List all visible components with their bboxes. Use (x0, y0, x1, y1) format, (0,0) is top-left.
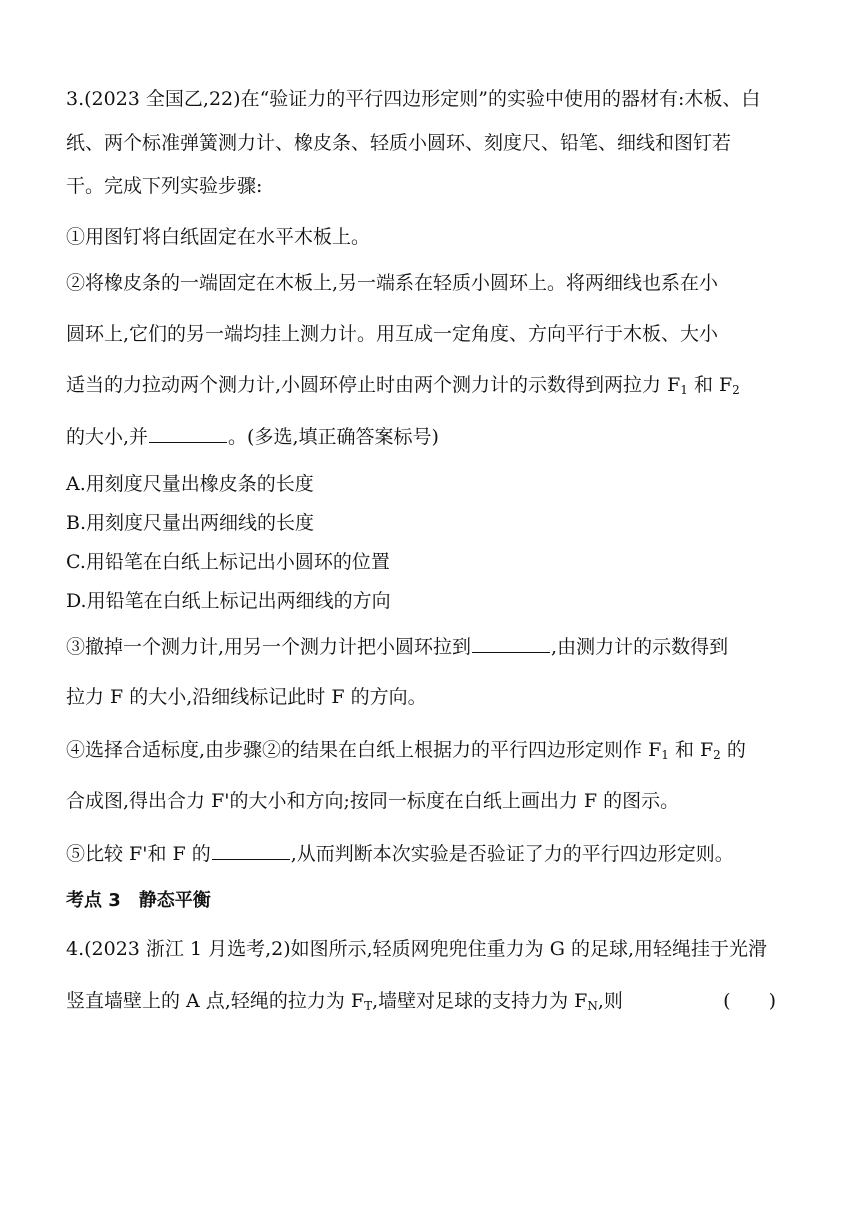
subscript: 1 (680, 383, 688, 397)
answer-parentheses[interactable]: ( ) (723, 990, 776, 1012)
q3-step-4-text-2: 和 F (668, 739, 714, 761)
subscript: 1 (661, 748, 669, 762)
q3-step-5-text: ⑤比较 F'和 F 的 (66, 843, 211, 865)
q3-step-2-line-2: 圆环上,它们的另一端均挂上测力计。用互成一定角度、方向平行于木板、大小 (66, 323, 719, 345)
q3-option-c: C.用铅笔在白纸上标记出小圆环的位置 (66, 551, 390, 573)
q3-stem-line-2: 纸、两个标准弹簧测力计、橡皮条、轻质小圆环、刻度尺、铅笔、细线和图钉若 (66, 132, 732, 154)
q4-line-1: 4.(2023 浙江 1 月选考,2)如图所示,轻质网兜兜住重力为 G 的足球,用轻绳挂于光滑 (66, 938, 767, 960)
answer-blank[interactable] (472, 634, 550, 653)
q3-stem-line-1: 3.(2023 全国乙,22)在“验证力的平行四边形定则”的实验中使用的器材有:木板、白 (66, 88, 761, 110)
q3-step-5 (66, 841, 734, 866)
subscript: 2 (713, 748, 721, 762)
q3-step-2-line-4-text: 的大小,并 (66, 426, 149, 448)
q3-step-2-line-4-text-2: 。(多选,填正确答案标号) (228, 426, 439, 448)
q3-step-4-line-2: 合成图,得出合力 F'的大小和方向;按同一标度在白纸上画出力 F 的图示。 (66, 790, 680, 812)
q3-step-3-text: ③撤掉一个测力计,用另一个测力计把小圆环拉到 (66, 636, 472, 658)
subscript: T (364, 999, 373, 1013)
answer-blank[interactable] (149, 424, 227, 443)
q3-step-4-text: ④选择合适标度,由步骤②的结果在白纸上根据力的平行四边形定则作 F (66, 739, 662, 761)
q3-step-3-line-1 (66, 634, 728, 659)
q3-step-4-line-1 (66, 738, 746, 762)
subscript: 2 (732, 383, 740, 397)
q3-stem-line-3: 干。完成下列实验步骤: (66, 175, 263, 197)
q3-step-2-line-3-text: 适当的力拉动两个测力计,小圆环停止时由两个测力计的示数得到两拉力 F (66, 374, 681, 396)
q3-step-2-line-1: ②将橡皮条的一端固定在木板上,另一端系在轻质小圆环上。将两细线也系在小 (66, 272, 719, 294)
q3-step-2-line-3-text-2: 和 F (687, 374, 733, 396)
q4-line-2-text-3: ,则 (597, 990, 623, 1012)
q3-option-b: B.用刻度尺量出两细线的长度 (66, 512, 315, 534)
answer-blank[interactable] (212, 841, 290, 860)
q4-line-2-text: 竖直墙壁上的 A 点,轻绳的拉力为 F (66, 990, 365, 1012)
section-heading: 考点 3 静态平衡 (66, 890, 211, 911)
q3-step-3-text-2: ,由测力计的示数得到 (551, 636, 729, 658)
q3-step-5-text-2: ,从而判断本次实验是否验证了力的平行四边形定则。 (290, 843, 734, 865)
q3-option-a: A.用刻度尺量出橡皮条的长度 (66, 473, 314, 495)
q4-line-2-text-2: ,墙壁对足球的支持力为 F (372, 990, 588, 1012)
subscript: N (587, 999, 598, 1013)
q3-option-d: D.用铅笔在白纸上标记出两细线的方向 (66, 590, 391, 612)
q3-step-2-line-3 (66, 373, 740, 397)
q3-step-1: ①用图钉将白纸固定在水平木板上。 (66, 226, 371, 248)
q3-step-3-line-2: 拉力 F 的大小,沿细线标记此时 F 的方向。 (66, 686, 427, 708)
q3-step-2-line-4 (66, 424, 439, 449)
q3-step-4-text-3: 的 (720, 739, 746, 761)
q4-line-2 (66, 989, 623, 1013)
